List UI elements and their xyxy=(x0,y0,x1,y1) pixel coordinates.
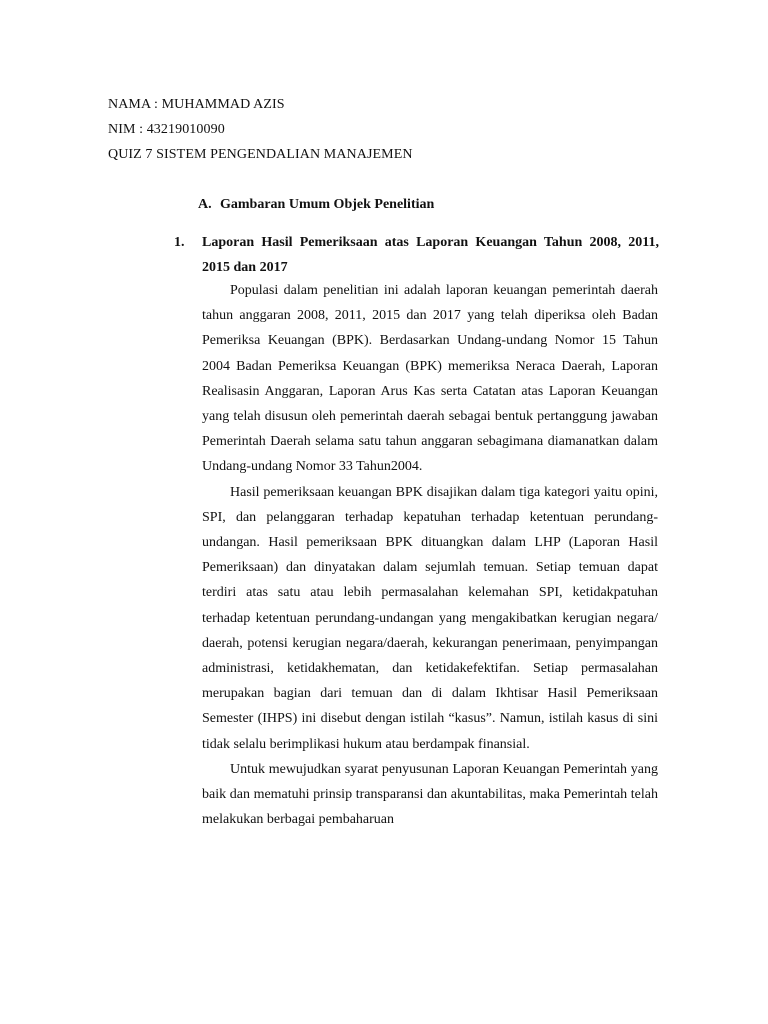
quiz-title-line: QUIZ 7 SISTEM PENGENDALIAN MANAJEMEN xyxy=(108,147,413,162)
subsection-title: Laporan Hasil Pemeriksaan atas Laporan Keuangan Tahun 2008, 2011, 2015 dan 2017 xyxy=(202,235,659,275)
subsection-number: 1. xyxy=(174,235,185,250)
section-heading xyxy=(198,197,434,213)
student-name-line: NAMA : MUHAMMAD AZIS xyxy=(108,97,285,112)
section-marker: A. xyxy=(198,197,212,212)
paragraph-population: Populasi dalam penelitian ini adalah laporan keuangan pemerintah daerah tahun anggaran 2008, 2011, 2015 dan 2017 yang telah diperiksa oleh Badan Pemeriksa Keuangan (BPK). Berdasarkan Undang-undang Nomor 15 Tahun 2004 Badan Pemeriksa Keuangan (BPK) memeriksa Neraca Daerah, Laporan Realisasin Anggaran, Laporan Arus Kas serta Catatan atas Laporan Keuangan yang telah disusun oleh pemerintah daerah sebagai bentuk pertanggung jawaban Pemerintah Daerah selama satu tahun anggaran sebagimana diamanatkan dalam Undang-undang Nomor 33 Tahun2004. xyxy=(202,283,658,475)
paragraph-audit-results: Hasil pemeriksaan keuangan BPK disajikan dalam tiga kategori yaitu opini, SPI, dan pelanggaran terhadap kepatuhan terhadap ketentuan perundang-undangan. Hasil pemeriksaan BPK dituangkan dalam LHP (Laporan Hasil Pemeriksaan) dan dinyatakan dalam sejumlah temuan. Setiap temuan dapat terdiri atas satu atau lebih permasalahan kelemahan SPI, ketidakpatuhan terhadap ketentuan perundang-undangan yang mengakibatkan kerugian negara/ daerah, potensi kerugian negara/daerah, kekurangan penerimaan, penyimpangan administrasi, ketidakhematan, dan ketidakefektifan. Setiap permasalahan merupakan bagian dari temuan dan di dalam Ikhtisar Hasil Pemeriksaan Semester (IHPS) ini disebut dengan istilah “kasus”. Namun, istilah kasus di sini tidak selalu berimplikasi hukum atau berdampak finansial. xyxy=(202,484,658,752)
section-title: Gambaran Umum Objek Penelitian xyxy=(220,197,435,212)
paragraph-reform: Untuk mewujudkan syarat penyusunan Laporan Keuangan Pemerintah yang baik dan mematuhi prinsip transparansi dan akuntabilitas, maka Pemerintah telah melakukan berbagai pembaharuan xyxy=(202,761,658,828)
body-text xyxy=(202,278,658,832)
student-id-line: NIM : 43219010090 xyxy=(108,122,225,137)
subsection-heading xyxy=(174,230,659,280)
